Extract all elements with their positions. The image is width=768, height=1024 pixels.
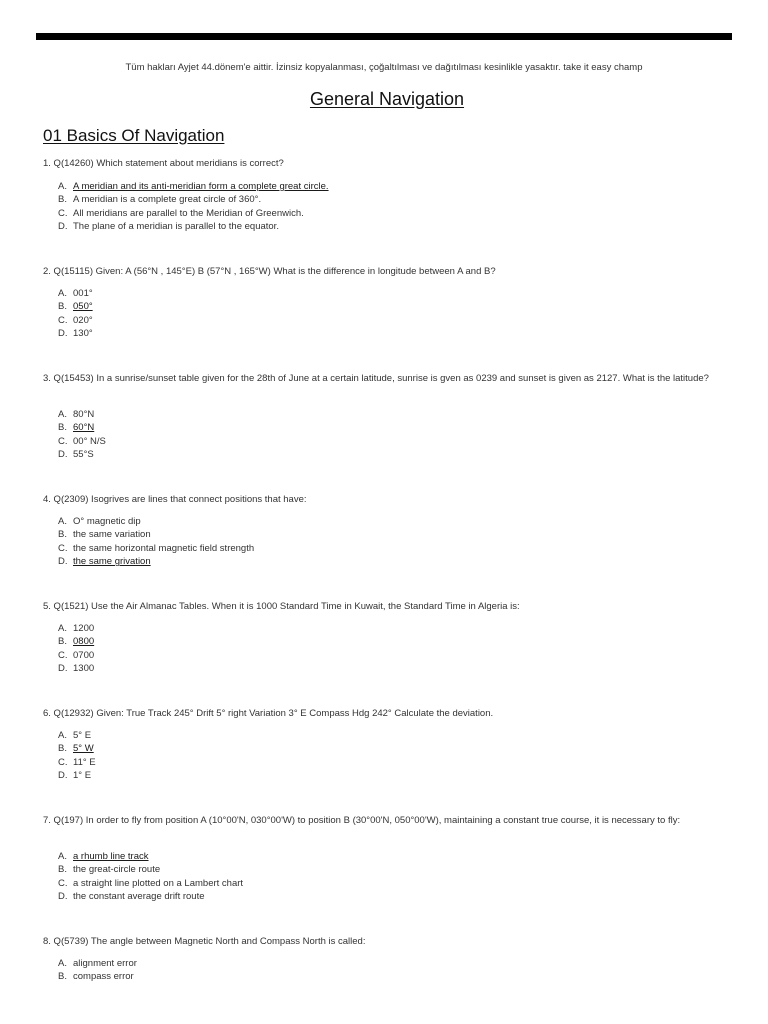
- q3-option-b: [58, 421, 106, 434]
- question-7-text: 7. Q(197) In order to fly from position A (10°00'N, 030°00'W) to position B (30°00'N, 050°00'W), maintaining a constant true course, it is necessary to fly:: [43, 815, 681, 826]
- q7-option-a: [58, 850, 243, 863]
- q4-option-d: [58, 555, 254, 568]
- q4-option-a: [58, 515, 254, 528]
- option-text: 00° N/S: [73, 435, 106, 447]
- option-text: a rhumb line track: [73, 851, 149, 862]
- q2-option-c: [58, 314, 93, 327]
- option-text: O° magnetic dip: [73, 516, 141, 527]
- q4-option-b: [58, 528, 254, 541]
- option-text: All meridians are parallel to the Meridian of Greenwich.: [73, 207, 304, 219]
- q1-option-a: [58, 180, 329, 193]
- option-letter: B.: [58, 864, 67, 876]
- q8-option-a: [58, 957, 137, 970]
- question-4-options: [58, 515, 254, 569]
- q7-option-c: [58, 877, 243, 890]
- option-text: 1200: [73, 623, 95, 634]
- option-letter: C.: [58, 542, 68, 554]
- option-text: 001°: [73, 288, 93, 299]
- option-letter: A.: [58, 288, 67, 299]
- option-letter: A.: [58, 623, 67, 634]
- option-letter: C.: [58, 649, 68, 661]
- q1-option-d: [58, 220, 329, 233]
- q4-option-c: [58, 542, 254, 555]
- option-text: 80°N: [73, 409, 95, 420]
- option-text: 020°: [73, 314, 93, 326]
- option-letter: A.: [58, 516, 67, 527]
- option-text: 11° E: [73, 756, 96, 768]
- q3-option-d: [58, 448, 106, 461]
- option-text: 1° E: [73, 770, 92, 782]
- question-4-text: 4. Q(2309) Isogrives are lines that connect positions that have:: [43, 494, 307, 505]
- option-letter: D.: [58, 770, 68, 782]
- option-text: 0700: [73, 649, 95, 661]
- option-text: the same grivation: [73, 556, 151, 568]
- option-letter: B.: [58, 743, 67, 755]
- option-letter: B.: [58, 971, 67, 983]
- q8-option-b: [58, 970, 137, 983]
- q7-option-d: [58, 890, 243, 903]
- option-text: compass error: [73, 971, 134, 983]
- q3-option-a: [58, 408, 106, 421]
- option-letter: A.: [58, 181, 67, 192]
- option-text: The plane of a meridian is parallel to the equator.: [73, 221, 279, 233]
- question-1-text: 1. Q(14260) Which statement about meridians is correct?: [43, 158, 284, 169]
- option-letter: B.: [58, 194, 67, 206]
- q5-option-c: [58, 649, 94, 662]
- option-letter: A.: [58, 409, 67, 420]
- option-letter: D.: [58, 663, 68, 675]
- option-text: A meridian and its anti-meridian form a complete great circle.: [73, 181, 329, 192]
- option-letter: D.: [58, 221, 68, 233]
- option-letter: D.: [58, 328, 68, 340]
- q5-option-a: [58, 622, 94, 635]
- question-6-options: [58, 729, 96, 783]
- option-text: the great-circle route: [73, 864, 161, 876]
- option-letter: D.: [58, 556, 68, 568]
- question-1-options: [58, 180, 329, 234]
- q6-option-a: [58, 729, 96, 742]
- option-letter: C.: [58, 314, 68, 326]
- option-letter: B.: [58, 301, 67, 313]
- option-text: the same horizontal magnetic field strength: [73, 542, 255, 554]
- top-rule: [36, 33, 732, 40]
- question-8-options: [58, 957, 137, 984]
- option-letter: B.: [58, 529, 67, 541]
- option-letter: A.: [58, 958, 67, 969]
- option-text: 5° E: [73, 730, 92, 741]
- option-letter: D.: [58, 449, 68, 461]
- q2-option-d: [58, 327, 93, 340]
- q7-option-b: [58, 863, 243, 876]
- q5-option-d: [58, 662, 94, 675]
- option-text: 5° W: [73, 743, 94, 755]
- q6-option-c: [58, 756, 96, 769]
- question-3-text: 3. Q(15453) In a sunrise/sunset table given for the 28th of June at a certain latitude, sunrise is gven as 0239 and sunset is given as 2127. What is the latitude?: [43, 373, 709, 384]
- q1-option-c: [58, 207, 329, 220]
- option-text: 55°S: [73, 449, 94, 461]
- option-letter: C.: [58, 877, 68, 889]
- section-title: 01 Basics Of Navigation: [43, 126, 225, 145]
- q5-option-b: [58, 635, 94, 648]
- option-letter: C.: [58, 756, 68, 768]
- question-5-text: 5. Q(1521) Use the Air Almanac Tables. When it is 1000 Standard Time in Kuwait, the Standard Time in Algeria is:: [43, 601, 520, 612]
- option-text: 1300: [73, 663, 95, 675]
- option-letter: D.: [58, 891, 68, 903]
- question-3-options: [58, 408, 106, 462]
- option-letter: A.: [58, 730, 67, 741]
- option-text: 0800: [73, 636, 95, 648]
- option-letter: C.: [58, 435, 68, 447]
- option-letter: C.: [58, 207, 68, 219]
- q6-option-d: [58, 769, 96, 782]
- option-text: the constant average drift route: [73, 891, 205, 903]
- question-8-text: 8. Q(5739) The angle between Magnetic North and Compass North is called:: [43, 936, 366, 947]
- document-title: General Navigation: [309, 89, 465, 109]
- option-text: a straight line plotted on a Lambert chart: [73, 877, 244, 889]
- option-text: the same variation: [73, 529, 151, 541]
- option-letter: B.: [58, 636, 67, 648]
- question-2-text: 2. Q(15115) Given: A (56°N , 145°E) B (57°N , 165°W) What is the difference in longitude between A and B?: [43, 266, 496, 277]
- option-letter: A.: [58, 851, 67, 862]
- option-text: 60°N: [73, 422, 95, 434]
- q1-option-b: [58, 193, 329, 206]
- q2-option-b: [58, 300, 93, 313]
- option-text: A meridian is a complete great circle of 360°.: [73, 194, 262, 206]
- question-6-text: 6. Q(12932) Given: True Track 245° Drift 5° right Variation 3° E Compass Hdg 242° Calculate the deviation.: [43, 708, 494, 719]
- question-2-options: [58, 287, 93, 341]
- question-7-options: [58, 850, 243, 904]
- question-5-options: [58, 622, 94, 676]
- option-text: 050°: [73, 301, 93, 313]
- q3-option-c: [58, 435, 106, 448]
- q6-option-b: [58, 742, 96, 755]
- q2-option-a: [58, 287, 93, 300]
- option-text: 130°: [73, 328, 93, 340]
- option-letter: B.: [58, 422, 67, 434]
- option-text: alignment error: [73, 958, 137, 969]
- copyright-notice: Tüm hakları Ayjet 44.dönem'e aittir. İzinsiz kopyalanması, çoğaltılması ve dağıtılması kesinlikle yasaktır. take it easy champ: [125, 62, 643, 73]
